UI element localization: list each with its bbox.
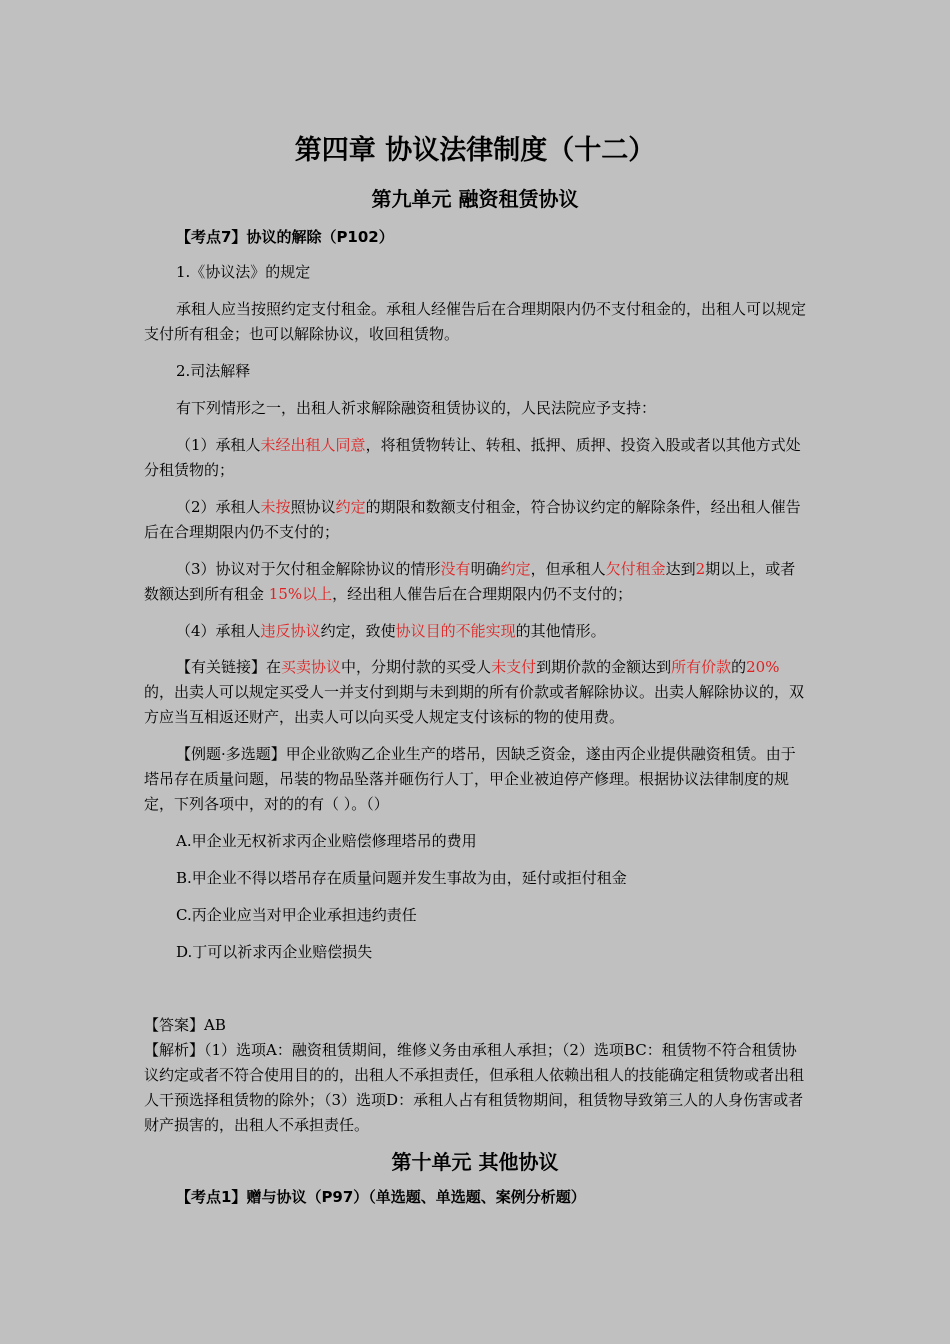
point-7-text: 协议的解除（P102） — [246, 228, 394, 246]
item-2: （2）承租人未按照协议约定的期限和数额支付租金，符合协议约定的解除条件，经出租人催告后在合理期限内仍不支付的； — [144, 498, 801, 541]
section-1-heading: 1.《协议法》的规定 — [176, 263, 311, 281]
unit-9-title: 第九单元 融资租赁协议 — [371, 187, 579, 211]
related-link-tag: 【有关链接】 — [176, 658, 267, 676]
point-7-heading — [176, 226, 394, 247]
chapter-title: 第四章 协议法律制度（十二） — [294, 135, 656, 166]
analysis: 【解析】（1）选项A：融资租赁期间，维修义务由承租人承担；（2）选项BC：租赁物不符合租赁协议约定或者不符合使用目的的，出租人不承担责任，但承租人依赖出租人的技能确定租赁物或者出租人干预选择租赁物的除外；（3）选项D：承租人占有租赁物期间，租赁物导致第三人的人身伤害或者财产损害的，出租人不承担责任。 — [144, 1041, 805, 1134]
item-4: （4）承租人违反协议约定，致使协议目的不能实现的其他情形。 — [176, 622, 606, 640]
unit-10-title: 第十单元 其他协议 — [391, 1150, 559, 1174]
point-7-tag: 【考点7】 — [176, 228, 247, 246]
item-3: （3）协议对于欠付租金解除协议的情形没有明确约定，但承租人欠付租金达到2期以上，或者数额达到所有租金 15%以上，经出租人催告后在合理期限内仍不支付的； — [144, 560, 796, 603]
option-d: D.丁可以祈求丙企业赔偿损失 — [176, 943, 373, 961]
example-question: 【例题·多选题】甲企业欲购乙企业生产的塔吊，因缺乏资金，遂由丙企业提供融资租赁。由于塔吊存在质量问题，吊装的物品坠落并砸伤行人丁，甲企业被迫停产修理。根据协议法律制度的规定，下列各项中，对的的有（ ）。（） — [144, 745, 796, 813]
section-2-heading: 2.司法解释 — [176, 362, 251, 380]
point-1-text: 赠与协议（P97）（单选题、单选题、案例分析题） — [246, 1188, 586, 1206]
option-a: A.甲企业无权祈求丙企业赔偿修理塔吊的费用 — [176, 832, 477, 850]
point-1-heading — [176, 1186, 586, 1207]
point-1-tag: 【考点1】 — [176, 1188, 247, 1206]
section-2-intro: 有下列情形之一，出租人祈求解除融资租赁协议的，人民法院应予支持： — [176, 399, 657, 417]
option-b: B.甲企业不得以塔吊存在质量问题并发生事故为由，延付或拒付租金 — [176, 869, 627, 887]
option-c: C.丙企业应当对甲企业承担违约责任 — [176, 906, 417, 924]
related-link: 【有关链接】在买卖协议中，分期付款的买受人未支付到期价款的金额达到所有价款的20%的，出卖人可以规定买受人一并支付到期与未到期的所有价款或者解除协议。出卖人解除协议的，双方应当互相返还财产，出卖人可以向买受人规定支付该标的物的使用费。 — [144, 658, 805, 726]
item-1-highlight: 未经出租人同意 — [260, 436, 366, 454]
section-1-body: 承租人应当按照约定支付租金。承租人经催告后在合理期限内仍不支付租金的，出租人可以规定支付所有租金；也可以解除协议，收回租赁物。 — [144, 300, 807, 343]
item-1: （1）承租人未经出租人同意，将租赁物转让、转租、抵押、质押、投资入股或者以其他方式处分租赁物的； — [144, 436, 801, 479]
answer: 【答案】AB — [144, 1016, 226, 1034]
example-tag: 【例题·多选题】 — [176, 745, 286, 763]
